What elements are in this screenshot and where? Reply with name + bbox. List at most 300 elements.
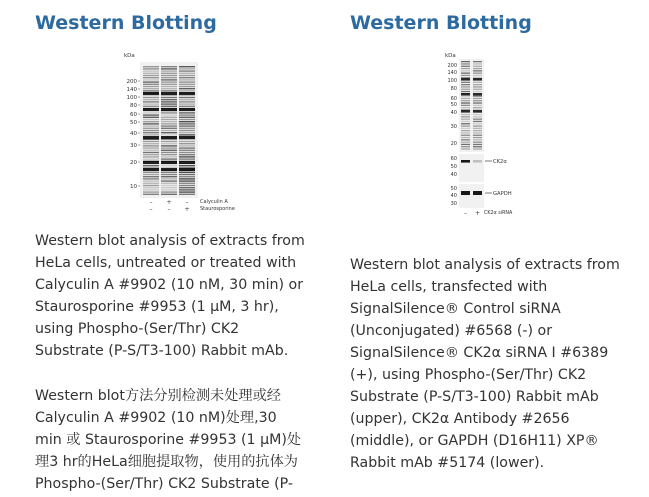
blot-band	[179, 79, 195, 80]
blot-band	[143, 183, 159, 184]
blot-band	[161, 189, 177, 190]
blot-band	[473, 75, 482, 76]
blot-band	[179, 185, 195, 186]
blot-band	[161, 187, 177, 188]
blot-band	[161, 77, 177, 78]
right-caption	[350, 254, 620, 474]
blot-band	[473, 84, 482, 85]
blot-band	[161, 81, 177, 82]
blot-band	[179, 90, 195, 91]
blot-band	[179, 106, 195, 107]
blot-band	[143, 123, 159, 124]
blot-band	[179, 141, 195, 142]
caption-line: HeLa cells, transfected with	[350, 279, 548, 295]
blot-band	[461, 146, 470, 147]
blot-band-strong	[143, 168, 159, 171]
blot-band	[161, 147, 177, 148]
caption-line: Substrate (P-S/T3-100) Rabbit mAb	[350, 389, 599, 405]
blot-band	[161, 158, 177, 159]
blot-band	[161, 178, 177, 179]
blot-band	[161, 117, 177, 118]
blot-band	[473, 68, 482, 69]
blot-band	[179, 156, 195, 157]
blot-band	[161, 180, 177, 181]
blot-band	[179, 150, 195, 151]
blot-band	[143, 172, 159, 173]
blot-band	[161, 106, 177, 107]
blot-band	[161, 84, 177, 85]
blot-band	[143, 132, 159, 133]
blot-band	[461, 63, 470, 64]
blot-band	[461, 121, 470, 122]
blot-band	[179, 130, 195, 131]
blot-band-strong	[143, 161, 159, 164]
blot-band	[143, 154, 159, 155]
blot-band	[179, 99, 195, 100]
blot-band	[461, 68, 470, 69]
blot-band	[161, 132, 177, 133]
blot-band-strong	[161, 108, 177, 111]
caption-line: HeLa cells, untreated or treated with	[35, 255, 297, 271]
treatment-sign: –	[149, 206, 153, 213]
blot-band-strong	[143, 92, 159, 95]
blot-band	[179, 119, 195, 120]
caption-line: Staurosporine #9953 (1 µM, 3 hr),	[35, 299, 279, 315]
blot-band-strong	[161, 92, 177, 95]
blot-band	[473, 82, 482, 83]
blot-band	[161, 165, 177, 166]
blot-band	[143, 152, 159, 153]
caption-line: Western blot方法分别检测未处理或经	[35, 388, 281, 404]
mw-marker-label: 20	[450, 141, 457, 147]
blot-band	[143, 185, 159, 186]
blot-band	[461, 66, 470, 67]
blot-band	[461, 86, 470, 87]
mw-marker-label: 30	[450, 124, 457, 130]
blot-band	[473, 102, 482, 103]
blot-band	[161, 194, 177, 195]
blot-band	[461, 114, 470, 115]
blot-band	[473, 89, 482, 90]
mw-marker-label: 60	[450, 96, 457, 102]
blot-band	[179, 132, 195, 133]
blot-band	[143, 106, 159, 107]
blot-band	[461, 128, 470, 129]
lane-sign: +	[475, 210, 481, 217]
blot-band	[473, 73, 482, 74]
treatment-sign: +	[166, 199, 172, 206]
blot-band	[143, 178, 159, 179]
caption-line: (middle), or GAPDH (D16H11) XP®	[350, 433, 599, 449]
blot-band	[161, 143, 177, 144]
blot-band	[161, 183, 177, 184]
blot-band	[473, 121, 482, 122]
blot-band	[143, 158, 159, 159]
blot-band-strong	[461, 110, 470, 113]
mw-marker-label: 200	[126, 79, 137, 85]
blot-band	[179, 117, 195, 118]
blot-band	[143, 143, 159, 144]
blot-band	[143, 84, 159, 85]
blot-band	[161, 101, 177, 102]
mw-marker-label: 50	[450, 102, 457, 108]
blot-band	[143, 150, 159, 151]
mw-marker-label: 30	[130, 143, 137, 149]
blot-band	[179, 134, 195, 135]
blot-band	[461, 148, 470, 149]
blot-band	[461, 102, 470, 103]
blot-band	[143, 73, 159, 74]
blot-band	[161, 79, 177, 80]
blot-band	[461, 75, 470, 76]
blot-band-strong	[143, 108, 159, 111]
right-middle-membrane	[459, 154, 484, 182]
blot-band	[143, 180, 159, 181]
blot-band	[161, 141, 177, 142]
blot-band	[461, 82, 470, 83]
blot-band	[161, 130, 177, 131]
blot-band	[161, 191, 177, 192]
blot-band	[461, 137, 470, 138]
ck2a-band	[461, 160, 470, 163]
blot-band	[473, 63, 482, 64]
left-section-heading: Western Blotting	[35, 12, 217, 34]
blot-band	[473, 100, 482, 101]
blot-band	[143, 99, 159, 100]
right-section-heading: Western Blotting	[350, 12, 532, 34]
blot-band-strong	[461, 93, 470, 96]
blot-band	[143, 70, 159, 71]
treatment-sign: +	[184, 206, 190, 213]
blot-band	[179, 84, 195, 85]
blot-band	[179, 81, 195, 82]
blot-band	[461, 130, 470, 131]
blot-band	[161, 73, 177, 74]
caption-line: (+), using Phospho-(Ser/Thr) CK2	[350, 367, 587, 383]
blot-band	[473, 125, 482, 126]
blot-band	[143, 117, 159, 118]
blot-band	[161, 88, 177, 89]
caption-line: (upper), CK2α Antibody #2656	[350, 411, 570, 427]
blot-band	[143, 189, 159, 190]
blot-band-strong	[179, 161, 195, 164]
blot-band	[161, 156, 177, 157]
mw-marker-label: 30	[450, 201, 457, 207]
blot-band	[143, 103, 159, 104]
mw-marker-label: 40	[450, 110, 457, 116]
blot-band	[461, 142, 470, 143]
left-caption-zh	[35, 385, 301, 495]
mw-marker-label: 100	[447, 78, 457, 84]
mw-marker-label: 200	[447, 63, 457, 69]
blot-band	[161, 176, 177, 177]
blot-band	[473, 135, 482, 136]
blot-band	[143, 75, 159, 76]
blot-band	[179, 187, 195, 188]
blot-band	[179, 103, 195, 104]
blot-band	[143, 141, 159, 142]
blot-band	[179, 165, 195, 166]
blot-band	[161, 86, 177, 87]
right-lower-membrane	[459, 184, 484, 208]
caption-line: Phospho-(Ser/Thr) CK2 Substrate (P-	[35, 476, 294, 492]
blot-band	[143, 125, 159, 126]
blot-band	[161, 150, 177, 151]
blot-band	[179, 73, 195, 74]
blot-band	[179, 70, 195, 71]
mw-marker-label: 50	[130, 120, 137, 126]
blot-band	[461, 119, 470, 120]
mw-marker-label: 140	[447, 70, 457, 76]
blot-band	[473, 114, 482, 115]
blot-band	[473, 119, 482, 120]
blot-band-strong	[179, 168, 195, 171]
blot-band	[473, 86, 482, 87]
blot-band	[179, 152, 195, 153]
mw-marker-label: 60	[130, 112, 137, 118]
blot-band	[179, 178, 195, 179]
blot-band	[461, 123, 470, 124]
blot-band-strong	[161, 136, 177, 139]
blot-band	[143, 191, 159, 192]
mw-marker-label: 80	[450, 86, 457, 92]
blot-band	[473, 61, 482, 62]
blot-band	[161, 128, 177, 129]
blot-band	[179, 174, 195, 175]
blot-band	[179, 147, 195, 148]
mw-marker-label: 60	[450, 156, 457, 162]
blot-band	[161, 125, 177, 126]
blot-band	[143, 187, 159, 188]
blot-band	[143, 114, 159, 115]
blot-band	[179, 101, 195, 102]
blot-band	[461, 89, 470, 90]
blot-band	[161, 185, 177, 186]
blot-band	[161, 97, 177, 98]
blot-band-strong	[161, 161, 177, 164]
blot-band	[143, 130, 159, 131]
blot-band	[161, 68, 177, 69]
blot-band	[461, 139, 470, 140]
blot-band	[473, 96, 482, 97]
left-caption-en	[35, 230, 305, 362]
treatment-sign: –	[167, 206, 171, 213]
blot-band	[161, 99, 177, 100]
blot-band	[473, 107, 482, 108]
gapdh-band-label: GAPDH	[493, 191, 512, 197]
blot-band	[161, 90, 177, 91]
blot-band-strong	[179, 92, 195, 95]
blot-band	[179, 143, 195, 144]
blot-band	[473, 91, 482, 92]
mw-marker-label: 40	[450, 172, 457, 178]
blot-band	[461, 98, 470, 99]
blot-band	[473, 105, 482, 106]
blot-band	[179, 66, 195, 67]
blot-band	[179, 68, 195, 69]
blot-band	[161, 66, 177, 67]
blot-band	[473, 137, 482, 138]
blot-band	[161, 70, 177, 71]
ck2a-band-label: CK2α	[493, 159, 507, 165]
blot-band-strong	[179, 108, 195, 111]
blot-band	[461, 70, 470, 71]
mw-marker-label: 40	[450, 193, 457, 199]
caption-line: Substrate (P-S/T3-100) Rabbit mAb.	[35, 343, 289, 359]
mw-marker-label: 20	[130, 160, 137, 166]
blot-band	[143, 176, 159, 177]
caption-line: (Unconjugated) #6568 (-) or	[350, 323, 553, 339]
blot-band	[179, 194, 195, 195]
blot-band	[143, 121, 159, 122]
caption-line: Calyculin A #9902 (10 nM)处理,30	[35, 410, 277, 426]
blot-band	[179, 114, 195, 115]
left-kda-label: kDa	[124, 53, 135, 59]
blot-band	[161, 174, 177, 175]
blot-band-strong	[161, 168, 177, 171]
mw-marker-label: 50	[450, 164, 457, 170]
right-western-blot-image	[442, 48, 562, 220]
blot-band	[461, 107, 470, 108]
blot-band	[179, 172, 195, 173]
blot-band	[473, 70, 482, 71]
blot-band	[143, 194, 159, 195]
blot-band	[473, 132, 482, 133]
mw-marker-label: 40	[130, 131, 137, 137]
gapdh-band	[461, 191, 470, 195]
blot-band	[473, 130, 482, 131]
blot-band	[143, 112, 159, 113]
blot-band	[161, 112, 177, 113]
blot-band	[461, 61, 470, 62]
blot-band	[143, 128, 159, 129]
blot-band	[179, 88, 195, 89]
blot-band	[143, 145, 159, 146]
blot-band	[143, 119, 159, 120]
blot-band	[473, 116, 482, 117]
blot-band	[461, 135, 470, 136]
blot-band	[179, 86, 195, 87]
blot-band	[161, 154, 177, 155]
blot-band	[179, 145, 195, 146]
blot-band	[179, 176, 195, 177]
blot-band	[143, 81, 159, 82]
blot-band	[143, 97, 159, 98]
blot-band	[143, 174, 159, 175]
blot-band	[179, 97, 195, 98]
blot-band	[473, 128, 482, 129]
treatment-label: Staurosporine	[200, 206, 235, 212]
right-kda-label: kDa	[445, 53, 456, 59]
blot-band	[179, 75, 195, 76]
gapdh-band	[473, 191, 482, 195]
blot-band	[143, 156, 159, 157]
blot-band	[179, 180, 195, 181]
blot-band	[473, 148, 482, 149]
blot-band	[473, 142, 482, 143]
blot-band-strong	[473, 78, 482, 81]
blot-band	[143, 77, 159, 78]
blot-band	[179, 191, 195, 192]
blot-band	[461, 116, 470, 117]
blot-band	[473, 98, 482, 99]
lane-sign: –	[464, 210, 467, 217]
blot-band	[179, 154, 195, 155]
blot-band	[179, 112, 195, 113]
blot-band	[161, 119, 177, 120]
blot-band	[473, 139, 482, 140]
blot-band	[161, 123, 177, 124]
blot-band	[143, 86, 159, 87]
caption-line: Rabbit mAb #5174 (lower).	[350, 455, 545, 471]
blot-band	[461, 100, 470, 101]
blot-band	[143, 90, 159, 91]
blot-band	[179, 189, 195, 190]
blot-band	[161, 152, 177, 153]
blot-band	[143, 101, 159, 102]
blot-band	[143, 134, 159, 135]
blot-band	[461, 73, 470, 74]
treatment-sign: –	[185, 199, 189, 206]
mw-marker-label: 80	[130, 103, 137, 109]
blot-band	[179, 123, 195, 124]
blot-band	[161, 114, 177, 115]
blot-band	[473, 146, 482, 147]
blot-band-strong	[179, 136, 195, 139]
blot-band	[461, 96, 470, 97]
blot-band	[143, 79, 159, 80]
blot-band	[179, 183, 195, 184]
blot-band	[461, 105, 470, 106]
blot-band	[179, 128, 195, 129]
blot-band	[179, 121, 195, 122]
caption-line: min 或 Staurosporine #9953 (1 µM)处	[35, 432, 302, 448]
blot-band	[179, 125, 195, 126]
caption-line: Western blot analysis of extracts from	[35, 233, 305, 249]
mw-marker-label: 100	[126, 95, 137, 101]
ck2a-sirna-label: CK2α siRNA	[484, 211, 513, 216]
blot-band	[161, 172, 177, 173]
blot-band-strong	[461, 78, 470, 81]
blot-band-strong	[143, 136, 159, 139]
blot-band	[461, 125, 470, 126]
mw-marker-label: 10	[130, 184, 137, 190]
treatment-label: Calyculin A	[200, 199, 228, 205]
mw-marker-label: 140	[126, 87, 137, 93]
blot-band	[143, 165, 159, 166]
caption-line: using Phospho-(Ser/Thr) CK2	[35, 321, 240, 337]
blot-band	[143, 66, 159, 67]
blot-band	[143, 88, 159, 89]
caption-line: Western blot analysis of extracts from	[350, 257, 620, 273]
blot-band	[161, 145, 177, 146]
left-western-blot-image	[112, 48, 262, 220]
blot-band	[143, 68, 159, 69]
caption-line: Calyculin A #9902 (10 nM, 30 min) or	[35, 277, 304, 293]
caption-line: SignalSilence® Control siRNA	[350, 301, 561, 317]
blot-band	[179, 77, 195, 78]
blot-band	[461, 132, 470, 133]
blot-band-strong	[473, 110, 482, 113]
blot-band	[143, 147, 159, 148]
blot-band	[161, 103, 177, 104]
blot-band	[473, 66, 482, 67]
ck2a-band	[473, 160, 482, 163]
blot-band	[461, 91, 470, 92]
caption-line: 理3 hr的HeLa细胞提取物，使用的抗体为	[35, 454, 298, 470]
blot-band-strong	[473, 93, 482, 96]
blot-band	[461, 144, 470, 145]
